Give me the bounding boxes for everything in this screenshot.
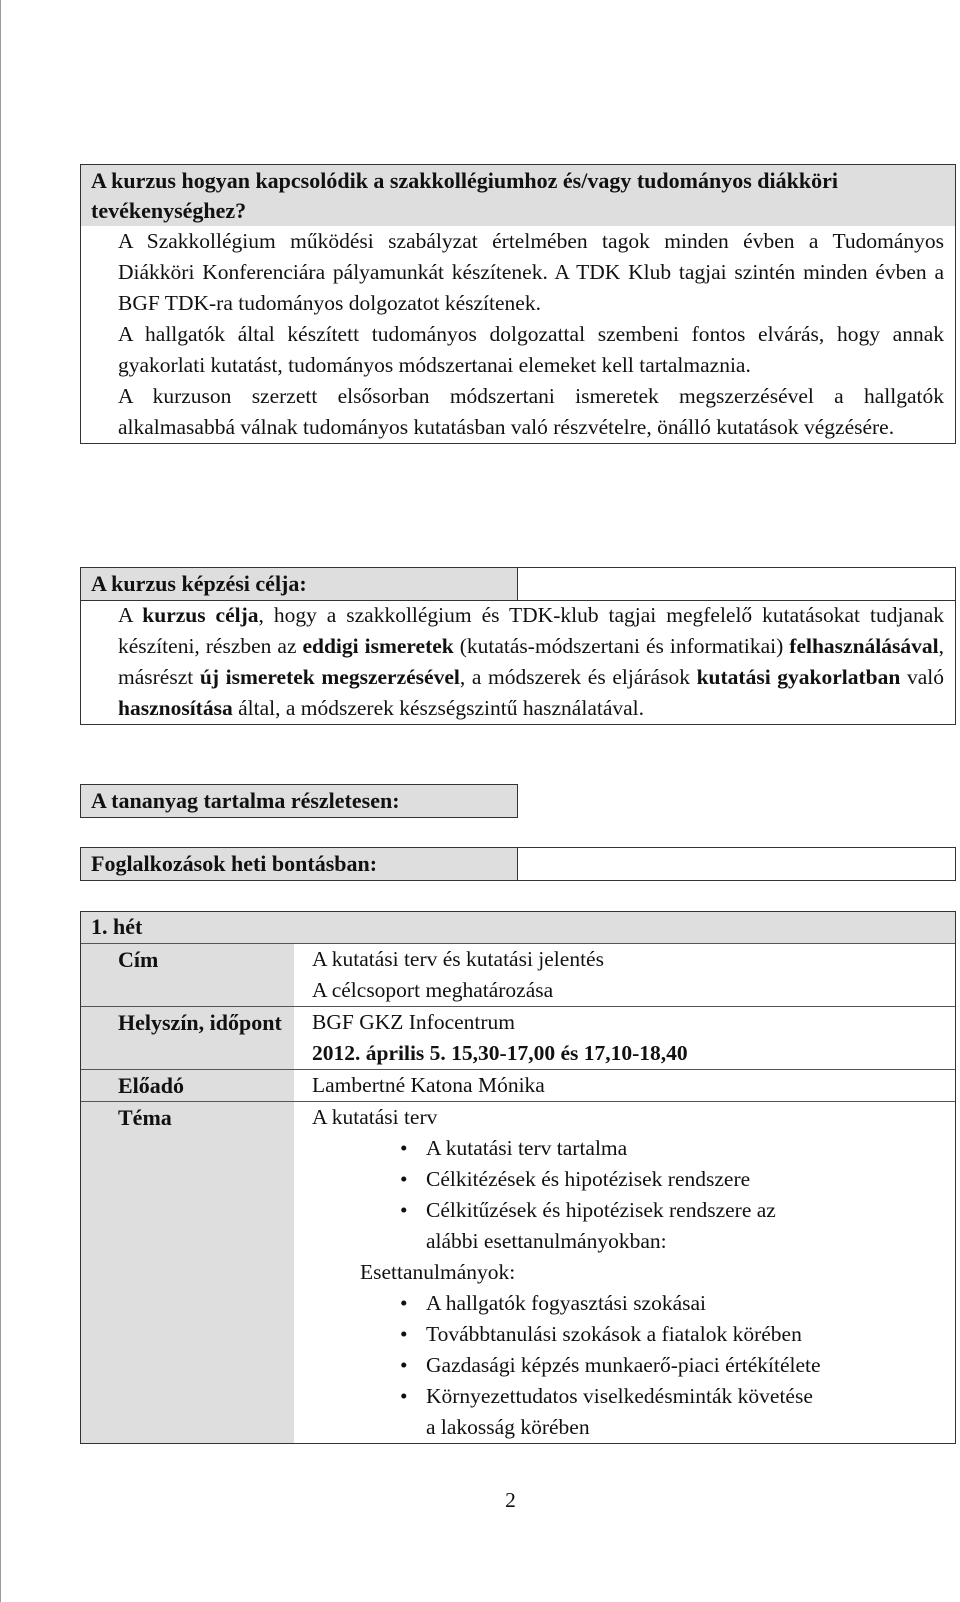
case-studies-label: Esettanulmányok: [360, 1260, 516, 1284]
paragraph: A Szakkollégium működési szabályzat értelmében tagok minden évben a Tudományos Diákköri Konferenciára pályamunkát készítenek. A TDK Klub tagjai szintén minden évben a BGF TDK-ra tudományos dolgozatot készítenek. [118, 229, 944, 315]
topic-label: Téma [81, 1102, 294, 1443]
topic-list [294, 1133, 955, 1226]
section-course-goal-heading: A kurzus képzési célja: [80, 567, 518, 601]
section-course-goal [80, 600, 956, 725]
week-table [80, 911, 956, 1444]
list-item: • Célkitűzések és hipotézisek rendszere az [294, 1195, 955, 1226]
table-row [81, 944, 955, 1006]
section-content-heading: A tananyag tartalma részletesen: [80, 784, 518, 818]
list-item: • Környezettudatos viselkedésminták követése [294, 1381, 955, 1412]
place-label: Helyszín, időpont [81, 1007, 294, 1069]
title-label: Cím [81, 944, 294, 1006]
page-number: 2 [505, 1488, 516, 1512]
section-weekly-heading: Foglalkozások heti bontásban: [80, 847, 518, 881]
section-tdk-connection-body [81, 226, 955, 443]
datetime: 2012. április 5. 15,30-17,00 és 17,10-18,40 [312, 1041, 688, 1065]
presenter-value: Lambertné Katona Mónika [312, 1073, 545, 1097]
presenter-label: Előadó [81, 1070, 294, 1101]
table-row [81, 1069, 955, 1101]
section-course-goal-body: A kurzus célja, hogy a szakkollégium és TDK-klub tagjai megfelelő kutatásokat tudjanak készíteni, részben az eddigi ismeretek (kutatás-módszertani és informatikai) felhasználásával, másrészt új ismeretek megszerzésével, a módszerek és eljárások kutatási gyakorlatban való hasznosítása által, a módszerek készségszintű használatával. [118, 603, 945, 720]
week-heading: 1. hét [81, 912, 955, 944]
list-item: • Célkitézések és hipotézisek rendszere [294, 1164, 955, 1195]
page-edge [0, 0, 1, 1602]
case-list [294, 1288, 955, 1412]
table-row [81, 1006, 955, 1069]
list-item: • A hallgatók fogyasztási szokásai [294, 1288, 955, 1319]
table-row [81, 1101, 955, 1443]
section-tdk-connection [80, 164, 956, 444]
list-item: • Gazdasági képzés munkaerő-piaci értékítélete [294, 1350, 955, 1381]
place-value: BGF GKZ Infocentrum 2012. április 5. 15,30-17,00 és 17,10-18,40 [294, 1007, 955, 1069]
title-value: A kutatási terv és kutatási jelentés A célcsoport meghatározása [312, 947, 604, 1002]
section-tdk-connection-heading: A kurzus hogyan kapcsolódik a szakkollégiumhoz és/vagy tudományos diákköri tevékenységhez? [81, 165, 955, 226]
paragraph: A kurzuson szerzett elsősorban módszertani ismeretek megszerzésével a hallgatók alkalmasabbá válnak tudományos kutatásban való részvételre, önálló kutatások végzésére. [118, 384, 944, 439]
header-empty-cell [518, 847, 956, 881]
list-item: • Továbbtanulási szokások a fiatalok körében [294, 1319, 955, 1350]
list-item: • A kutatási terv tartalma [294, 1133, 955, 1164]
header-empty-cell [518, 567, 956, 601]
paragraph: A hallgatók által készített tudományos dolgozattal szembeni fontos elvárás, hogy annak gyakorlati kutatást, tudományos módszertanai elemeket kell tartalmaznia. [118, 322, 944, 377]
topic-value: A kutatási terv • A kutatási terv tartalma • Célkitézések és hipotézisek rendszere • Célkitűzések és hipotézisek rendszere az alábbi esettanulmányokban: Esettanulmányok: • A hallgatók fogyasztási szokásai • Továbbtanulási szokások a fiatalok körében • Gazdasági képzés munkaerő-piaci értékítélete • Környezettudatos viselkedésminták követése a lakosság körében [294, 1102, 955, 1443]
